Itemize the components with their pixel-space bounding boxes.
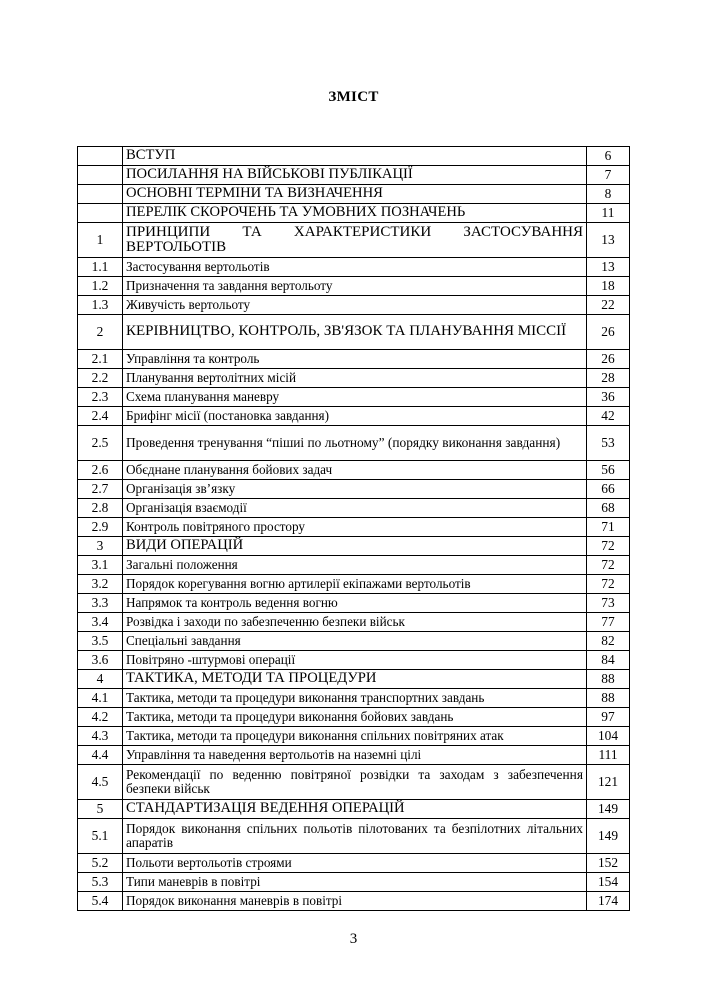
toc-row — [78, 518, 630, 537]
toc-row — [78, 575, 630, 594]
toc-row — [78, 204, 630, 223]
toc-row — [78, 296, 630, 315]
toc-section-number — [78, 204, 123, 223]
toc-page-number: 26 — [587, 315, 630, 350]
toc-section-title: Брифінг місії (постановка завдання) — [123, 407, 587, 426]
toc-section-number: 3.5 — [78, 632, 123, 651]
toc-page-number: 13 — [587, 258, 630, 277]
toc-row — [78, 746, 630, 765]
toc-row — [78, 537, 630, 556]
toc-section-number: 5.2 — [78, 854, 123, 873]
toc-row — [78, 556, 630, 575]
toc-row — [78, 892, 630, 911]
toc-section-title: Організація зв’язку — [123, 480, 587, 499]
toc-section-title: Порядок виконання спільних польотів пілотованих та безпілотних літальних апаратів — [123, 819, 587, 854]
toc-row — [78, 819, 630, 854]
toc-section-number: 3.3 — [78, 594, 123, 613]
toc-page-number: 72 — [587, 537, 630, 556]
toc-page-number: 36 — [587, 388, 630, 407]
toc-row — [78, 480, 630, 499]
toc-row — [78, 350, 630, 369]
toc-section-title: Контроль повітряного простору — [123, 518, 587, 537]
toc-page-number: 77 — [587, 613, 630, 632]
toc-section-number: 5 — [78, 800, 123, 819]
toc-section-number: 3.6 — [78, 651, 123, 670]
toc-section-number: 3.2 — [78, 575, 123, 594]
toc-row — [78, 708, 630, 727]
toc-section-number: 3.1 — [78, 556, 123, 575]
toc-row — [78, 461, 630, 480]
toc-section-title: Призначення та завдання вертольоту — [123, 277, 587, 296]
toc-page-number: 84 — [587, 651, 630, 670]
toc-row — [78, 185, 630, 204]
toc-section-number: 3 — [78, 537, 123, 556]
toc-section-number: 5.1 — [78, 819, 123, 854]
toc-section-number: 2.1 — [78, 350, 123, 369]
toc-page-number: 11 — [587, 204, 630, 223]
toc-page-number: 88 — [587, 689, 630, 708]
toc-section-title: Загальні положення — [123, 556, 587, 575]
table-of-contents — [77, 146, 630, 911]
toc-section-number — [78, 147, 123, 166]
toc-row — [78, 800, 630, 819]
toc-section-title: Планування вертолітних місій — [123, 369, 587, 388]
toc-page-number: 6 — [587, 147, 630, 166]
toc-section-number: 3.4 — [78, 613, 123, 632]
toc-section-number: 2.6 — [78, 461, 123, 480]
toc-section-title: ПРИНЦИПИ ТА ХАРАКТЕРИСТИКИ ЗАСТОСУВАННЯ ВЕРТОЛЬОТІВ — [123, 223, 587, 258]
toc-row — [78, 854, 630, 873]
toc-section-number: 4.3 — [78, 727, 123, 746]
toc-row — [78, 223, 630, 258]
toc-page-number: 154 — [587, 873, 630, 892]
toc-page-number: 53 — [587, 426, 630, 461]
toc-section-number: 5.3 — [78, 873, 123, 892]
toc-row — [78, 426, 630, 461]
toc-page-number: 28 — [587, 369, 630, 388]
toc-section-title: Проведення тренування “пішиі по льотному” (порядку виконання завдання) — [123, 426, 587, 461]
toc-page-number: 152 — [587, 854, 630, 873]
toc-section-number: 2.7 — [78, 480, 123, 499]
toc-row — [78, 765, 630, 800]
toc-section-number: 1.2 — [78, 277, 123, 296]
toc-row — [78, 147, 630, 166]
toc-section-title: КЕРІВНИЦТВО, КОНТРОЛЬ, ЗВ'ЯЗОК ТА ПЛАНУВАННЯ МІССІЇ — [123, 315, 587, 350]
toc-page-number: 88 — [587, 670, 630, 689]
page-title: ЗМІСТ — [328, 89, 379, 105]
toc-row — [78, 315, 630, 350]
toc-page-number: 26 — [587, 350, 630, 369]
toc-page-number: 72 — [587, 575, 630, 594]
toc-page-number: 22 — [587, 296, 630, 315]
toc-row — [78, 369, 630, 388]
toc-page-number: 174 — [587, 892, 630, 911]
toc-section-title: Застосування вертольотів — [123, 258, 587, 277]
toc-page-number: 73 — [587, 594, 630, 613]
toc-section-title: Тактика, методи та процедури виконання транспортних завдань — [123, 689, 587, 708]
toc-section-number: 1.1 — [78, 258, 123, 277]
toc-page-number: 149 — [587, 800, 630, 819]
toc-section-title: Схема планування маневру — [123, 388, 587, 407]
toc-page-number: 18 — [587, 277, 630, 296]
toc-page-number: 56 — [587, 461, 630, 480]
toc-row — [78, 407, 630, 426]
toc-section-title: ТАКТИКА, МЕТОДИ ТА ПРОЦЕДУРИ — [123, 670, 587, 689]
toc-section-title: ПОСИЛАННЯ НА ВІЙСЬКОВІ ПУБЛІКАЦІЇ — [123, 166, 587, 185]
toc-section-title: Повітряно -штурмові операції — [123, 651, 587, 670]
toc-section-title: Напрямок та контроль ведення вогню — [123, 594, 587, 613]
toc-page-number: 68 — [587, 499, 630, 518]
toc-page-number: 149 — [587, 819, 630, 854]
toc-section-number: 2 — [78, 315, 123, 350]
toc-body — [78, 147, 630, 911]
toc-section-title: ВСТУП — [123, 147, 587, 166]
toc-section-number: 2.3 — [78, 388, 123, 407]
toc-section-title: Управління та контроль — [123, 350, 587, 369]
toc-section-number: 1 — [78, 223, 123, 258]
toc-section-number: 4.2 — [78, 708, 123, 727]
toc-section-title: Тактика, методи та процедури виконання спільних повітряних атак — [123, 727, 587, 746]
toc-page-number: 111 — [587, 746, 630, 765]
toc-page-number: 71 — [587, 518, 630, 537]
toc-section-number: 2.2 — [78, 369, 123, 388]
toc-row — [78, 613, 630, 632]
toc-section-title: Порядок виконання маневрів в повітрі — [123, 892, 587, 911]
toc-section-title: Типи маневрів в повітрі — [123, 873, 587, 892]
toc-page-number: 66 — [587, 480, 630, 499]
toc-page-number: 97 — [587, 708, 630, 727]
toc-section-number: 2.9 — [78, 518, 123, 537]
toc-row — [78, 670, 630, 689]
toc-section-title: Тактика, методи та процедури виконання бойових завдань — [123, 708, 587, 727]
toc-row — [78, 873, 630, 892]
toc-row — [78, 277, 630, 296]
toc-page-number: 8 — [587, 185, 630, 204]
toc-section-number: 4 — [78, 670, 123, 689]
toc-section-number: 4.4 — [78, 746, 123, 765]
toc-row — [78, 388, 630, 407]
toc-page-number: 104 — [587, 727, 630, 746]
toc-section-title: Розвідка і заходи по забезпеченню безпеки військ — [123, 613, 587, 632]
toc-section-title: Управління та наведення вертольотів на наземні цілі — [123, 746, 587, 765]
toc-section-title: Спеціальні завдання — [123, 632, 587, 651]
page-number: 3 — [349, 931, 358, 947]
toc-page-number: 72 — [587, 556, 630, 575]
toc-section-number: 2.5 — [78, 426, 123, 461]
toc-section-number: 5.4 — [78, 892, 123, 911]
toc-section-title: Польоти вертольотів строями — [123, 854, 587, 873]
toc-section-title: ПЕРЕЛІК СКОРОЧЕНЬ ТА УМОВНИХ ПОЗНАЧЕНЬ — [123, 204, 587, 223]
toc-row — [78, 166, 630, 185]
toc-row — [78, 499, 630, 518]
toc-row — [78, 651, 630, 670]
toc-section-title: ВИДИ ОПЕРАЦІЙ — [123, 537, 587, 556]
toc-row — [78, 594, 630, 613]
toc-page-number: 121 — [587, 765, 630, 800]
toc-row — [78, 689, 630, 708]
toc-section-title: Обєднане планування бойових задач — [123, 461, 587, 480]
toc-section-title: Рекомендації по веденню повітряної розвідки та заходам з забезпечення безпеки військ — [123, 765, 587, 800]
toc-section-title: ОСНОВНІ ТЕРМІНИ ТА ВИЗНАЧЕННЯ — [123, 185, 587, 204]
toc-row — [78, 632, 630, 651]
toc-section-title: СТАНДАРТИЗАЦІЯ ВЕДЕННЯ ОПЕРАЦІЙ — [123, 800, 587, 819]
toc-page-number: 7 — [587, 166, 630, 185]
toc-section-title: Організація взаємодії — [123, 499, 587, 518]
toc-section-number: 1.3 — [78, 296, 123, 315]
toc-section-number — [78, 166, 123, 185]
toc-section-number: 4.1 — [78, 689, 123, 708]
toc-page-number: 13 — [587, 223, 630, 258]
toc-section-number: 2.4 — [78, 407, 123, 426]
toc-row — [78, 258, 630, 277]
toc-page-number: 82 — [587, 632, 630, 651]
toc-page-number: 42 — [587, 407, 630, 426]
toc-section-number: 4.5 — [78, 765, 123, 800]
toc-section-number — [78, 185, 123, 204]
toc-section-title: Порядок корегування вогню артилерії екіпажами вертольотів — [123, 575, 587, 594]
toc-section-number: 2.8 — [78, 499, 123, 518]
toc-row — [78, 727, 630, 746]
toc-section-title: Живучість вертольоту — [123, 296, 587, 315]
